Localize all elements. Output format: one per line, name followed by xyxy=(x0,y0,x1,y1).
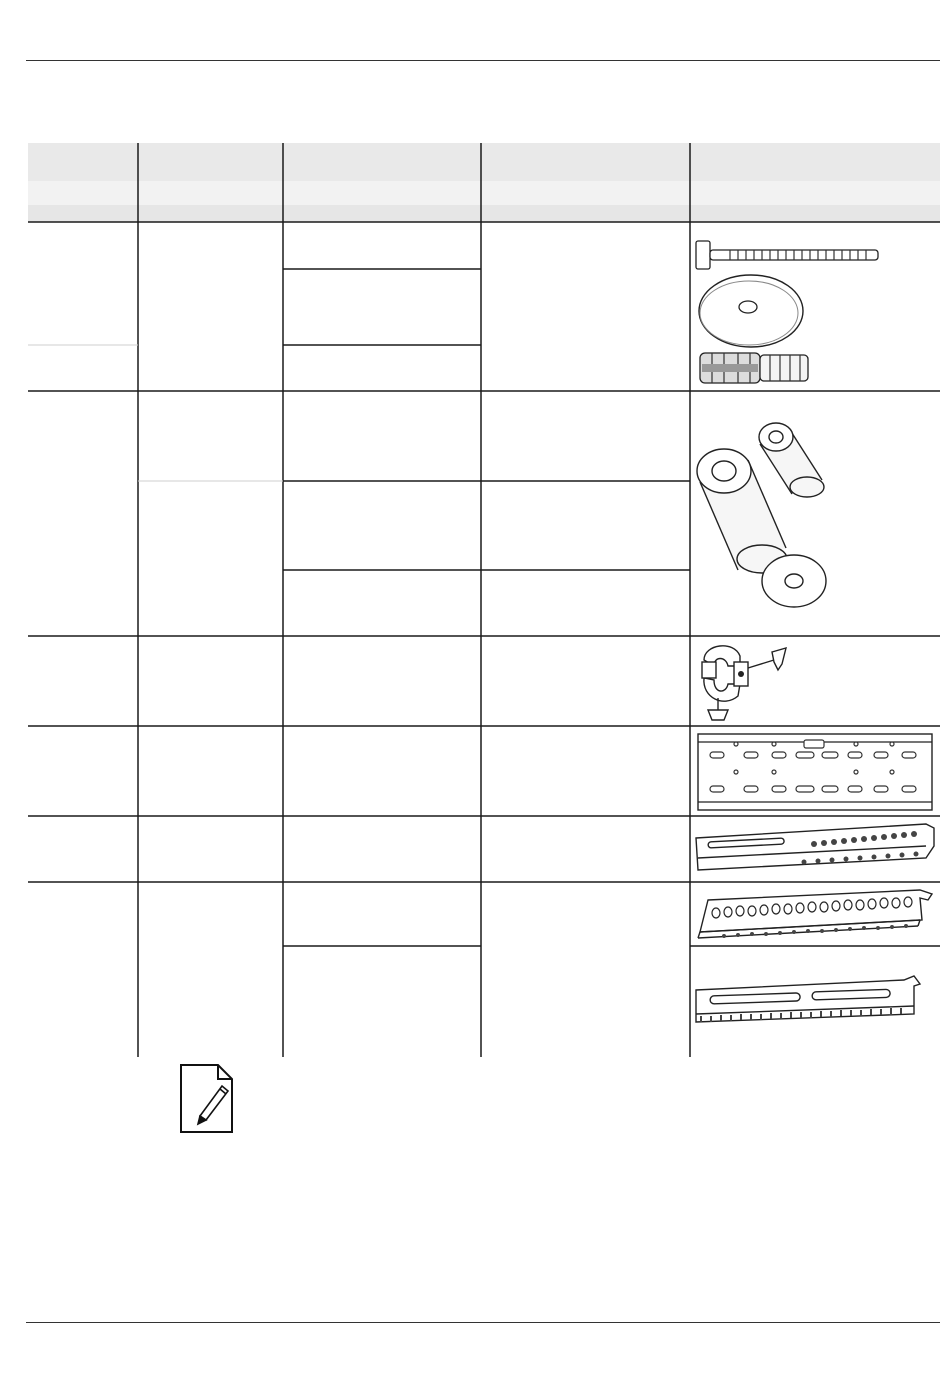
slotted-rail-icon xyxy=(692,972,938,1030)
rail-bracket-icon xyxy=(694,818,938,878)
mounting-plate-icon xyxy=(696,730,936,814)
perforated-rail-icon xyxy=(694,886,938,944)
spacer-set-icon xyxy=(694,422,834,610)
note-pencil-icon xyxy=(180,1064,234,1134)
anchor-icon xyxy=(698,350,814,386)
clamp-icon xyxy=(694,640,794,722)
washer-icon xyxy=(696,272,806,350)
bolt-icon xyxy=(694,238,884,272)
